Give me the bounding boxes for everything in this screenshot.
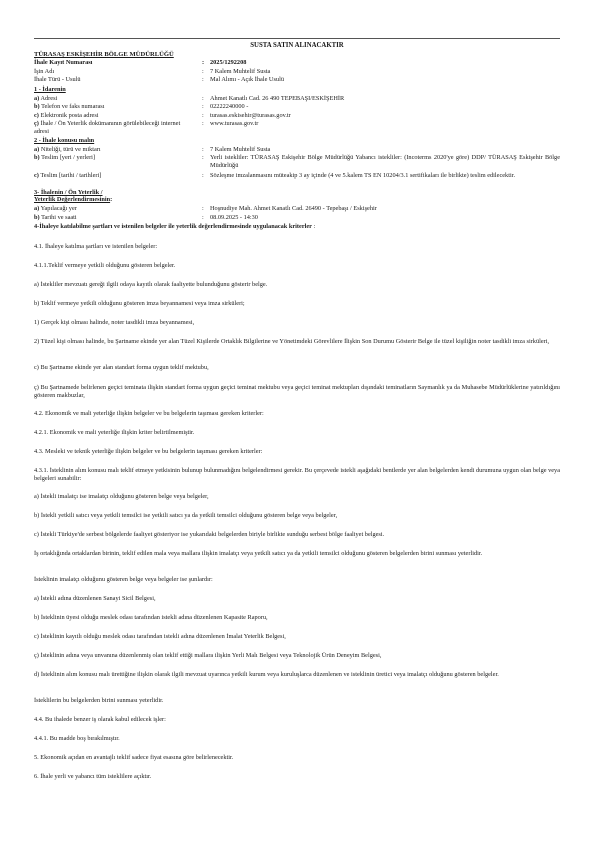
colon: :	[110, 196, 113, 203]
email-row: c) Elektronik posta adresi : turasas.eskisehir@turasas.gov.tr	[34, 112, 560, 120]
paragraph: 4.2.1. Ekonomik ve mali yeterliğe ilişkin kriter belirtilmemiştir.	[34, 429, 195, 436]
section-1-title: 1 - İdarenin	[34, 86, 66, 93]
delivery-place-row: b) Teslim [yeri / yerleri] : Yerli istekliler: TÜRASAŞ Eskişehir Bölge Müdürlüğü Yabancı istekliler: (Incoterms 2020'ye göre) DDP/ TÜRASAŞ Eskişehir Bölge Müdürlüğü	[34, 154, 560, 169]
paragraph: 4.4. Bu ihalede benzer iş olarak kabul edilecek işler:	[34, 716, 166, 723]
quantity-value: 7 Kalem Muhtelif Susta	[210, 145, 271, 153]
paragraph: İsteklinin imalatçı olduğunu gösteren belge veya belgeler ise şunlardır:	[34, 576, 213, 583]
job-name-row	[34, 68, 560, 76]
paragraph: a) İstekli adına düzenlenen Sanayi Sicil Belgesi,	[34, 595, 156, 602]
tender-number-value: 2025/1292208	[210, 59, 247, 66]
paragraph: 4.1.1.Teklif vermeye yetkili olduğunu gösteren belgeler.	[34, 262, 176, 269]
paragraph: 6. İhale yerli ve yabancı tüm isteklilere açıktır.	[34, 773, 152, 780]
item-letter: a)	[34, 205, 40, 212]
field-label: İşin Adı	[34, 67, 55, 75]
item-letter: c)	[34, 111, 39, 119]
date-time-row: b) Tarihi ve saati : 08.09.2025 - 14:30	[34, 214, 560, 222]
paragraph: 1) Gerçek kişi olması halinde, noter tasdikli imza beyannamesi,	[34, 319, 195, 326]
paragraph: 4.1. İhaleye katılma şartları ve istenilen belgeler:	[34, 243, 158, 250]
item-letter: b)	[34, 154, 40, 161]
paragraph: İsteklilerin bu belgelerden birini sunması yeterlidir.	[34, 697, 164, 704]
paragraph: 4.3.1. İsteklinin alım konusu malı teklif etmeye yetkisinin bulunup bulunmadığını belgelendirmesi gerekir. Bu çerçevede istekli aşağıdaki bentlerde yer alan belgelerden kendi durumuna uygun olan belge veya belgeleri sunabilir:	[34, 467, 560, 482]
field-label: Yapılacağı yer	[40, 205, 77, 212]
organization-name: TÜRASAŞ ESKİŞEHİR BÖLGE MÜDÜRLÜĞÜ	[34, 51, 174, 58]
date-time-value: 08.09.2025 - 14:30	[210, 214, 258, 221]
section-4-title	[34, 223, 560, 231]
section-3-title-line2: Yeterlik Değerlendirmesinin	[34, 196, 111, 203]
paragraph: 5. Ekonomik açıdan en avantajlı teklif sadece fiyat esasına göre belirlenecektir.	[34, 754, 234, 761]
field-label: Elektronik posta adresi	[40, 111, 99, 119]
paragraph: c) İsteklinin kayıtlı olduğu meslek odası tarafından istekli adına düzenlenen İmalat Yeterlik Belgesi,	[34, 633, 286, 640]
announcement-title: SUSTA SATIN ALINACAKTIR	[250, 42, 344, 49]
item-letter: a)	[34, 145, 40, 153]
paragraph: b) İsteklinin üyesi olduğu meslek odası tarafından istekli adına düzenlenen Kapasite Raporu,	[34, 614, 268, 621]
tender-type-row	[34, 76, 560, 84]
paragraph: d) İsteklinin alım konusu malı ürettiğine ilişkin olarak ilgili mevzuat uyarınca yetkili kurum veya kuruluşlarca düzenlenen ve isteklinin üretici veya imalatçı olduğunu gösteren belgeler.	[34, 671, 499, 678]
venue-value: Hoşnudiye Mah. Ahmet Kanatlı Cad. 26490 - Tepebaşı / Eskişehir	[210, 205, 377, 212]
tender-type-value: Mal Alımı - Açık İhale Usulü	[210, 76, 284, 83]
section-4-title-text: 4-İhaleye katılabilme şartları ve istenilen belgeler ile yeterlik değerlendirmesinde uygulanacak kriterler	[34, 223, 312, 230]
section-2-title: 2 - İhale konusu malın	[34, 137, 95, 144]
address-row: a) Adresi : Ahmet Kanatlı Cad. 26 490 TEPEBAŞI/ESKİŞEHİR	[34, 95, 560, 103]
paragraph: 2) Tüzel kişi olması halinde, bu Şartname ekinde yer alan Tüzel Kişilerde Ortaklık Bilgilerine ve Yönetimdeki Görevlilere İlişkin Son Durumu Gösterir Belge ile tüzel kişiliğin noter tasdikli imza sirküleri,	[34, 338, 550, 345]
quantity-row: a) Niteliği, türü ve miktarı : 7 Kalem Muhtelif Susta	[34, 146, 560, 154]
phone-row: b) Telefon ve faks numarası : 02222240000 -	[34, 103, 560, 111]
top-divider	[34, 38, 560, 39]
field-label: İhale Kayıt Numarası	[34, 59, 93, 66]
paragraph: c) Bu Şartname ekinde yer alan standart forma uygun teklif mektubu,	[34, 364, 209, 371]
paragraph: ç) İsteklinin adına veya unvanına düzenlenmiş olan teklif ettiği mallara ilişkin Yerli Malı Belgesi veya Teknolojik Ürün Deneyim Belgesi,	[34, 652, 382, 659]
field-label: Niteliği, türü ve miktarı	[40, 145, 101, 153]
colon: :	[202, 76, 204, 83]
website-row: ç) İhale / Ön Yeterlik dokümanının görülebileceği internet adresi : www.turasas.gov.tr	[34, 120, 560, 135]
field-label: İhale Türü - Usulü	[34, 76, 81, 83]
item-letter: b)	[34, 214, 40, 221]
field-label: Adresi	[40, 94, 58, 102]
section-3-title-line1: 3- İhalenin / Ön Yeterlik /	[34, 188, 103, 196]
colon: :	[313, 223, 316, 230]
venue-row: a) Yapılacağı yer : Hoşnudiye Mah. Ahmet Kanatlı Cad. 26490 - Tepebaşı / Eskişehir	[34, 205, 560, 213]
tender-number-row	[34, 59, 560, 67]
item-letter: c)	[34, 171, 39, 179]
field-label: Teslim [tarihi / tarihleri]	[40, 171, 102, 179]
item-letter: b)	[34, 103, 40, 110]
field-label: Tarihi ve saati	[41, 214, 77, 221]
section-3-title-line2-wrap	[34, 196, 112, 204]
paragraph: a) İstekliler mevzuatı gereği ilgili odaya kayıtlı olarak faaliyette bulunduğunu gösterir belge.	[34, 281, 268, 288]
paragraph: 4.2. Ekonomik ve mali yeterliğe ilişkin belgeler ve bu belgelerin taşıması gereken kriterler:	[34, 410, 264, 417]
paragraph: ç) Bu Şartnamede belirlenen geçici teminata ilişkin standart forma uygun geçici teminat mektubu veya geçici teminat mektupları dışındaki teminatların Saymanlık ya da Muhasebe Müdürlüklerine yatırıldığını gösteren makbuzlar,	[34, 384, 560, 399]
paragraph: c) İstekli Türkiye'de serbest bölgelerde faaliyet gösteriyor ise yukarıdaki belgelerden biriyle birlikte sunduğu serbest bölge faaliyet belgesi.	[34, 531, 385, 538]
paragraph: 4.4.1. Bu madde boş bırakılmıştır.	[34, 735, 120, 742]
colon: :	[202, 59, 205, 66]
job-name-value: 7 Kalem Muhtelif Susta	[210, 67, 271, 75]
field-label: İhale / Ön Yeterlik dokümanının görülebileceği internet adresi	[34, 120, 181, 135]
item-letter: ç)	[34, 120, 39, 127]
paragraph: b) Teklif vermeye yetkili olduğunu gösteren imza beyannamesi veya imza sirküleri;	[34, 300, 245, 307]
address-value: Ahmet Kanatlı Cad. 26 490 TEPEBAŞI/ESKİŞEHİR	[210, 94, 345, 102]
delivery-date-value: Sözleşme imzalanmasını müteakip 3 ay içinde (4 ve 5.kalem TS EN 10204/3.1 sertifikaları ile birlikte) teslim edilecektir.	[210, 171, 516, 179]
item-letter: a)	[34, 94, 40, 102]
colon: :	[202, 67, 204, 75]
paragraph: b) İstekli yetkili satıcı veya yetkili temsilci ise yetkili satıcı ya da yetkili temsilci olduğunu gösteren belge veya belgeler,	[34, 512, 338, 519]
field-label: Telefon ve faks numarası	[41, 103, 105, 110]
website-value: www.turasas.gov.tr	[210, 120, 259, 127]
field-label: Teslim [yeri / yerleri]	[41, 154, 96, 161]
paragraph: İş ortaklığında ortaklardan birinin, teklif edilen mala veya mallara ilişkin imalatçı veya yetkili satıcı ya da yetkili temsilci olduğunu gösteren belgelerden birini sunması yeterlidir.	[34, 550, 483, 557]
delivery-date-row: c) Teslim [tarihi / tarihleri] : Sözleşme imzalanmasını müteakip 3 ay içinde (4 ve 5.kalem TS EN 10204/3.1 sertifikaları ile birlikte) teslim edilecektir.	[34, 172, 560, 180]
phone-value: 02222240000 -	[210, 103, 249, 110]
paragraph: 4.3. Mesleki ve teknik yeterliğe ilişkin belgeler ve bu belgelerin taşıması gereken kriterler:	[34, 448, 263, 455]
delivery-place-value: Yerli istekliler: TÜRASAŞ Eskişehir Bölge Müdürlüğü Yabancı istekliler: (Incoterms 2020'ye göre) DDP/ TÜRASAŞ Eskişehir Bölge Müdürlüğü	[210, 154, 560, 169]
email-value: turasas.eskisehir@turasas.gov.tr	[210, 111, 291, 119]
paragraph: a) İstekli imalatçı ise imalatçı olduğunu gösteren belge veya belgeler,	[34, 493, 209, 500]
